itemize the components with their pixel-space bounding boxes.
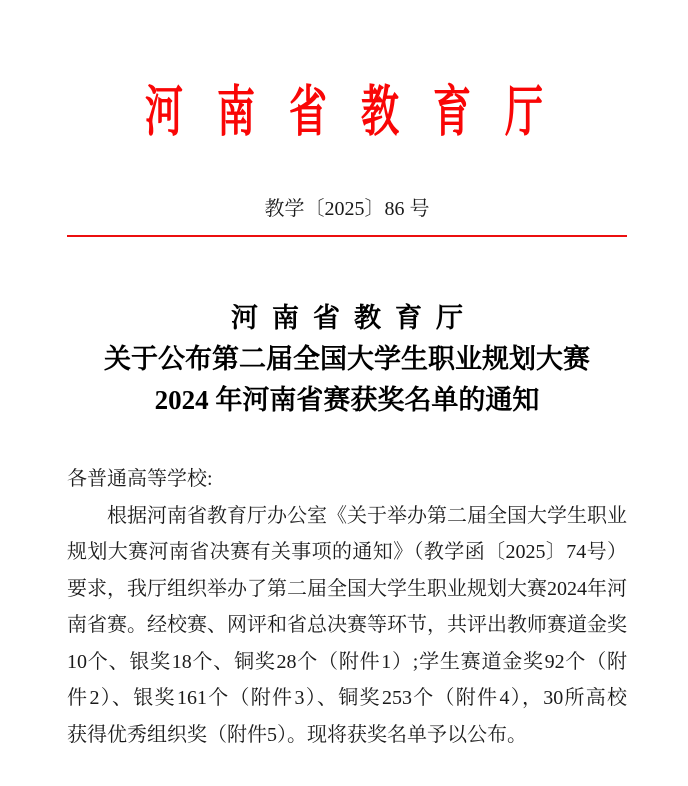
body-line: 规划大赛河南省决赛有关事项的通知》（教学函〔2025〕74 号） [67, 541, 627, 563]
notice-title-agency: 河南省教育厅 [231, 303, 477, 333]
salutation-line: 各普通高等学校: [67, 468, 213, 490]
body-line: 10 个、银奖 18 个、铜奖 28 个（附件 1）; 学生赛道金奖 92 个（附 [67, 650, 627, 673]
agency-masthead [0, 68, 688, 144]
document-number: 教学〔2025〕86 号 [264, 198, 430, 220]
body-line: 要求，我厅组织举办了第二届全国大学生职业规划大赛 2024 年河 [67, 577, 627, 600]
notice-body [67, 461, 627, 753]
notice-title-line3: 2024 年河南省赛获奖名单的通知 [154, 385, 540, 415]
body-line: 根据河南省教育厅办公室《关于举办第二届全国大学生职业 [107, 504, 627, 527]
body-line: 件 2）、银奖 161 个（附件 3）、铜奖 253 个（附件 4），30 所高校 [67, 687, 627, 709]
body-line: 南省赛。经校赛、网评和省总决赛等环节，共评出教师赛道金奖 [67, 614, 627, 636]
notice-title [67, 298, 627, 421]
agency-name: 河南省教育厅 [144, 82, 577, 143]
red-separator-line [67, 235, 627, 237]
notice-title-line2: 关于公布第二届全国大学生职业规划大赛 [104, 344, 590, 374]
body-line: 获得优秀组织奖（附件 5）。现将获奖名单予以公布。 [67, 723, 527, 746]
